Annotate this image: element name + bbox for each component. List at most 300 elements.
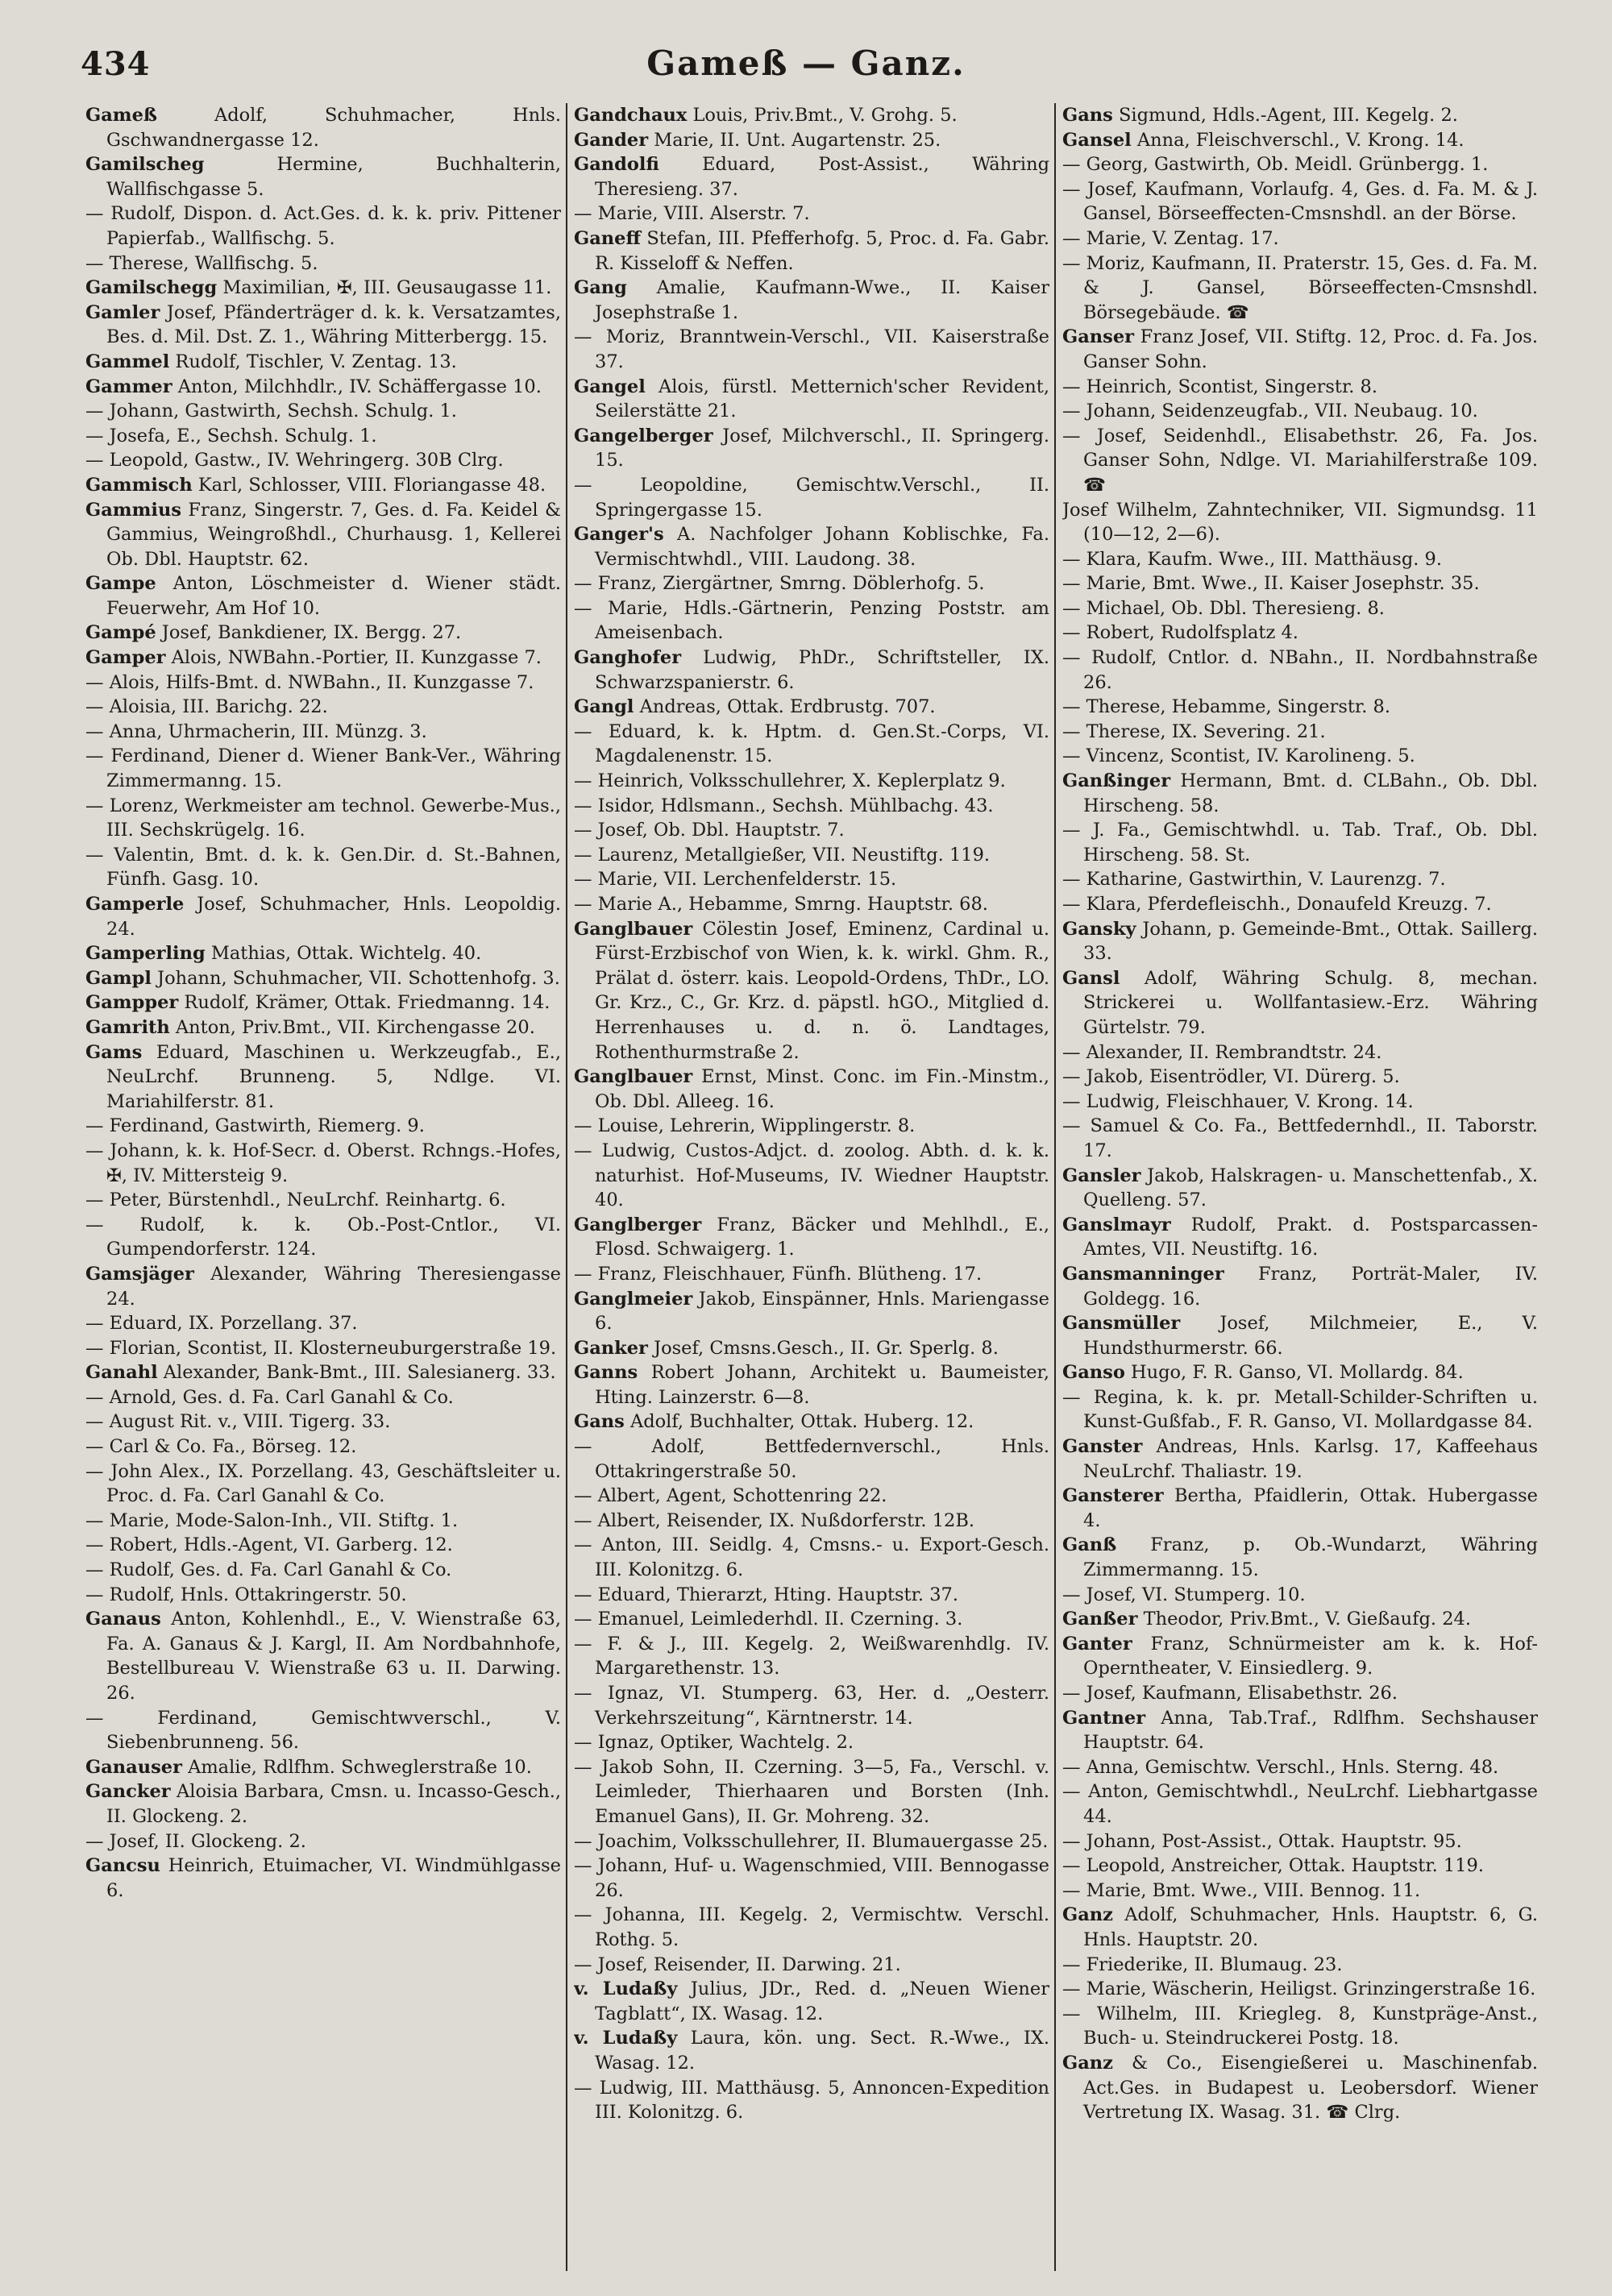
entry-text: — Johanna, III. Kegelg. 2, Vermischtw. Verschl. Rothg. 5. [574, 1904, 1049, 1950]
directory-entry [1062, 892, 1538, 917]
directory-entry [574, 2026, 1049, 2075]
page-number: 434 [81, 45, 151, 83]
directory-entry [85, 424, 561, 449]
directory-entry [85, 892, 561, 941]
directory-entry [1062, 917, 1538, 966]
entry-text: Anton, Priv.Bmt., VII. Kirchengasse 20. [169, 1016, 535, 1038]
directory-entry [1062, 226, 1538, 251]
entry-headword: Ganßinger [1062, 770, 1171, 792]
directory-entry [1062, 1854, 1538, 1879]
entry-headword: Ganser [1062, 326, 1134, 348]
entry-text: — Ludwig, Custos-Adjct. d. zoolog. Abth. d. k. k. naturhist. Hof-Museums, IV. Wiedner Hauptstr. 40. [574, 1140, 1049, 1211]
directory-entry [1062, 1385, 1538, 1434]
entry-text: Cölestin Josef, Eminenz, Cardinal u. Fürst-Erzbischof von Wien, k. k. wirkl. Ghm. R., Prälat d. österr. kais. Leopold-Ordens, ThDr., LO. Gr. Krz., C., Gr. Krz. d. päpstl. hGO., Mitglied d. Herrenhauses u. d. n. ö. Landtages, Rothenthurmstraße 2. [595, 918, 1049, 1063]
directory-entry [1062, 177, 1538, 226]
entry-headword: Ganz [1062, 1904, 1113, 1926]
entry-text: — Valentin, Bmt. d. k. k. Gen.Dir. d. St.-Bahnen, Fünfh. Gasg. 10. [85, 844, 561, 891]
directory-entry [85, 1755, 561, 1780]
entry-text: Rudolf, Krämer, Ottak. Friedmanng. 14. [178, 992, 550, 1014]
directory-entry [85, 1854, 561, 1903]
directory-entry [1062, 399, 1538, 424]
entry-text: — Josef, Kaufmann, Vorlaufg. 4, Ges. d. Fa. M. & J. Gansel, Börseeffecten-Cmsnshdl. an der Börse. [1062, 178, 1538, 225]
directory-entry [574, 892, 1049, 917]
directory-entry [85, 695, 561, 720]
entry-text: — Michael, Ob. Dbl. Theresieng. 8. [1062, 597, 1385, 619]
directory-entry [85, 720, 561, 745]
directory-entry [85, 1360, 561, 1385]
entry-text: — Georg, Gastwirth, Ob. Meidl. Grünbergg. 1. [1062, 154, 1489, 176]
entry-text: — Albert, Reisender, IX. Nußdorferstr. 12B. [574, 1509, 975, 1531]
entry-text: — Friederike, II. Blumaug. 23. [1062, 1953, 1343, 1975]
entry-text: — Albert, Agent, Schottenring 22. [574, 1485, 887, 1507]
entry-text: Julius, JDr., Red. d. „Neuen Wiener Tagblatt“, IX. Wasag. 12. [595, 1978, 1049, 2024]
directory-entry [85, 843, 561, 892]
directory-entry [85, 399, 561, 424]
entry-text: — Marie, VII. Lerchenfelderstr. 15. [574, 869, 897, 891]
directory-entry [574, 867, 1049, 892]
entry-text: Alois, NWBahn.-Portier, II. Kunzgasse 7. [165, 647, 542, 669]
directory-entry [574, 1607, 1049, 1632]
entry-headword: Gangel [574, 376, 646, 397]
entry-headword: Gampé [85, 622, 156, 644]
directory-column-2 [574, 103, 1049, 2271]
directory-entry [85, 1188, 561, 1213]
directory-entry [85, 448, 561, 473]
directory-entry [1062, 1607, 1538, 1632]
directory-entry [574, 1114, 1049, 1139]
entry-headword: Ganahl [85, 1362, 158, 1384]
directory-entry [85, 1706, 561, 1755]
entry-text: — Marie, Bmt. Wwe., VIII. Bennog. 11. [1062, 1879, 1421, 1901]
entry-text: Laura, kön. ung. Sect. R.-Wwe., IX. Wasag. 12. [595, 2028, 1049, 2074]
directory-entry [85, 1607, 561, 1705]
entry-text: Adolf, Währing Schulg. 8, mechan. Strickerei u. Wollfantasiew.-Erz. Währing Gürtelstr. 79. [1083, 967, 1538, 1038]
entry-headword: Gamperle [85, 894, 185, 915]
entry-headword: Gansel [1062, 129, 1132, 151]
entry-text: — Therese, Wallfischg. 5. [85, 252, 318, 274]
entry-text: — Ferdinand, Gastwirth, Riemerg. 9. [85, 1115, 425, 1137]
directory-entry [85, 646, 561, 671]
directory-entry [574, 1139, 1049, 1213]
entry-headword: Gamilschegg [85, 277, 218, 299]
entry-text: Rudolf, Prakt. d. Postsparcassen-Amtes, VII. Neustiftg. 16. [1083, 1214, 1538, 1260]
entry-text: — Johann, Gastwirth, Sechsh. Schulg. 1. [85, 401, 457, 422]
entry-headword: Gandchaux [574, 105, 688, 126]
entry-headword: Ganter [1062, 1633, 1132, 1655]
entry-text: A. Nachfolger Johann Koblischke, Fa. Vermischtwhdl., VIII. Laudong. 38. [595, 524, 1049, 570]
entry-headword: Gams [85, 1041, 143, 1063]
directory-entry [1062, 1164, 1538, 1213]
entry-headword: Ganglberger [574, 1214, 702, 1235]
entry-text: Anton, Löschmeister d. Wiener städt. Feuerwehr, Am Hof 10. [106, 573, 561, 619]
entry-headword: Gansler [1062, 1165, 1141, 1186]
entry-text: Ernst, Minst. Conc. im Fin.-Minstm., Ob. Dbl. Alleeg. 16. [595, 1066, 1049, 1112]
directory-entry [574, 1854, 1049, 1903]
directory-entry [85, 1213, 561, 1262]
entry-headword: Ganz [1062, 2052, 1113, 2074]
directory-entry [574, 375, 1049, 424]
entry-text: Andreas, Hnls. Karlsg. 17, Kaffeehaus NeuLrchf. Thaliastr. 19. [1083, 1436, 1538, 1482]
entry-text: Anton, Kohlenhdl., E., V. Wienstraße 63, Fa. A. Ganaus & J. Kargl, II. Am Nordbahnhofe, Bestellbureau V. Wienstraße 63 u. II. Darwing. 26. [106, 1609, 561, 1704]
entry-text: Alexander, Währing Theresiengasse 24. [106, 1263, 561, 1310]
entry-headword: Gansmanninger [1062, 1263, 1224, 1285]
entry-headword: Gampe [85, 573, 156, 595]
directory-entry [574, 201, 1049, 226]
entry-headword: Ganns [574, 1362, 638, 1384]
directory-entry [574, 571, 1049, 596]
directory-entry [1062, 646, 1538, 695]
entry-text: — Leopold, Anstreicher, Ottak. Hauptstr. 119. [1062, 1855, 1485, 1877]
directory-entry [1062, 152, 1538, 177]
directory-entry [574, 1065, 1049, 1114]
entry-text: Amalie, Rdlfhm. Schweglerstraße 10. [181, 1756, 532, 1778]
entry-text: — Johann, Seidenzeugfab., VII. Neubaug. 10. [1062, 401, 1478, 422]
entry-text: — Wilhelm, III. Kriegleg. 8, Kunstpräge-Anst., Buch- u. Steindruckerei Postg. 18. [1062, 2003, 1538, 2049]
directory-entry [1062, 375, 1538, 400]
directory-entry [85, 1385, 561, 1410]
directory-entry [85, 1040, 561, 1115]
directory-entry [574, 1977, 1049, 2026]
entry-headword: Gansky [1062, 918, 1136, 940]
directory-entry [1062, 1632, 1538, 1681]
entry-text: Louis, Priv.Bmt., V. Grohg. 5. [687, 105, 958, 126]
entry-text: — Josef, II. Glockeng. 2. [85, 1830, 306, 1852]
directory-entry [1062, 1360, 1538, 1385]
entry-text: Hugo, F. R. Ganso, VI. Mollardg. 84. [1124, 1362, 1464, 1384]
directory-entry [85, 794, 561, 843]
entry-text: — Marie A., Hebamme, Smrng. Hauptstr. 68. [574, 894, 988, 915]
entry-text: — Johann, Huf- u. Wagenschmied, VIII. Bennogasse 26. [574, 1855, 1049, 1901]
directory-entry [85, 990, 561, 1015]
directory-entry [1062, 1706, 1538, 1755]
entry-headword: Ganeff [574, 227, 641, 249]
entry-text: — Anna, Uhrmacherin, III. Münzg. 3. [85, 720, 427, 742]
entry-text: — Ignaz, VI. Stumperg. 63, Her. d. „Oesterr. Verkehrszeitung“, Kärntnerstr. 14. [574, 1683, 1049, 1729]
directory-entry [574, 843, 1049, 868]
entry-headword: Ganger's [574, 524, 664, 546]
entry-text: — Marie, V. Zentag. 17. [1062, 227, 1279, 249]
entry-text: Franz, Schnürmeister am k. k. Hof-Operntheater, V. Einsiedlerg. 9. [1083, 1633, 1538, 1679]
entry-headword: Ganso [1062, 1362, 1125, 1384]
directory-entry [574, 1509, 1049, 1534]
directory-entry [85, 375, 561, 400]
entry-text: Josef, Schuhmacher, Hnls. Leopoldig. 24. [106, 894, 561, 940]
entry-text: Franz, p. Ob.-Wundarzt, Währing Zimmermanng. 15. [1083, 1534, 1538, 1581]
directory-entry [1062, 1533, 1538, 1582]
directory-entry [574, 1533, 1049, 1582]
entry-headword: Ganglbauer [574, 1066, 693, 1088]
entry-text: Eduard, Maschinen u. Werkzeugfab., E., NeuLrchf. Brunneng. 5, Ndlge. VI. Mariahilferstr. 81. [106, 1041, 561, 1112]
directory-entry [574, 646, 1049, 695]
entry-text: — Rudolf, Cntlor. d. NBahn., II. Nordbahnstraße 26. [1062, 647, 1538, 693]
entry-text: — Leopold, Gastw., IV. Wehringerg. 30B Clrg. [85, 450, 504, 471]
entry-headword: Gamperling [85, 943, 206, 965]
entry-headword: Ganster [1062, 1436, 1143, 1458]
directory-entry [85, 1583, 561, 1608]
entry-text: — Klara, Kaufm. Wwe., III. Matthäusg. 9. [1062, 548, 1443, 570]
directory-entry [85, 251, 561, 276]
directory-column-1 [85, 103, 561, 2271]
entry-headword: Gang [574, 277, 627, 299]
entry-text: — Laurenz, Metallgießer, VII. Neustiftg. 119. [574, 844, 991, 866]
directory-entry [1062, 1065, 1538, 1090]
entry-headword: Gangl [574, 696, 634, 718]
entry-text: — Moriz, Branntwein-Verschl., VII. Kaiserstraße 37. [574, 326, 1049, 372]
entry-text: — Josef, VI. Stumperg. 10. [1062, 1584, 1306, 1605]
directory-entry [1062, 1879, 1538, 1904]
entry-text: Eduard, Post-Assist., Währing Theresieng. 37. [595, 154, 1049, 200]
entry-text: Alexander, Bank-Bmt., III. Salesianerg. 33. [157, 1362, 556, 1384]
directory-entry [574, 103, 1049, 128]
directory-entry [574, 1213, 1049, 1262]
entry-headword: Gansl [1062, 967, 1120, 989]
entry-text: — John Alex., IX. Porzellang. 43, Geschäftsleiter u. Proc. d. Fa. Carl Ganahl & Co. [85, 1460, 561, 1507]
directory-entry [85, 1262, 561, 1311]
entry-text: Josef, Milchverschl., II. Springerg. 15. [595, 425, 1049, 471]
entry-headword: Gamler [85, 301, 160, 323]
entry-text: — Marie, VIII. Alserstr. 7. [574, 203, 810, 225]
directory-entry [1062, 621, 1538, 646]
entry-text: Theodor, Priv.Bmt., V. Gießaufg. 24. [1137, 1609, 1471, 1630]
entry-text: — J. Fa., Gemischtwhdl. u. Tab. Traf., Ob. Dbl. Hirscheng. 58. St. [1062, 820, 1538, 866]
directory-entry [574, 1287, 1049, 1336]
entry-text: — Ignaz, Optiker, Wachtelg. 2. [574, 1732, 854, 1754]
entry-headword: Gansmüller [1062, 1313, 1181, 1335]
entry-headword: Gamsjäger [85, 1263, 194, 1285]
entry-headword: Gancker [85, 1781, 171, 1803]
directory-entry [85, 1779, 561, 1829]
entry-text: — Arnold, Ges. d. Fa. Carl Ganahl & Co. [85, 1386, 454, 1408]
directory-entry [85, 1311, 561, 1336]
directory-entry [1062, 1484, 1538, 1533]
entry-text: — Josefa, E., Sechsh. Schulg. 1. [85, 425, 377, 446]
entry-text: — Carl & Co. Fa., Börseg. 12. [85, 1436, 357, 1458]
entry-text: Rudolf, Tischler, V. Zentag. 13. [169, 351, 457, 372]
directory-entry [574, 1583, 1049, 1608]
entry-text: Franz Josef, VII. Stiftg. 12, Proc. d. Fa. Jos. Ganser Sohn. [1083, 326, 1538, 372]
directory-entry [574, 473, 1049, 522]
entry-headword: Gamilscheg [85, 154, 205, 176]
directory-entry [1062, 251, 1538, 326]
entry-text: — Regina, k. k. pr. Metall-Schilder-Schriften u. Kunst-Gußfab., F. R. Ganso, VI. Mollardgasse 84. [1062, 1386, 1538, 1433]
directory-entry [1062, 103, 1538, 128]
directory-entry [85, 1139, 561, 1188]
entry-text: Franz, Porträt-Maler, IV. Goldegg. 16. [1083, 1263, 1538, 1310]
entry-text: — Adolf, Bettfedernverschl., Hnls. Ottakringerstraße 50. [574, 1436, 1049, 1482]
entry-text: — Franz, Ziergärtner, Smrng. Döblerhofg. 5. [574, 573, 985, 595]
directory-entry [1062, 1977, 1538, 2002]
entry-text: Alois, fürstl. Metternich'scher Revident, Seilerstätte 21. [595, 376, 1049, 422]
entry-headword: Ganaus [85, 1609, 161, 1630]
entry-text: Anton, Milchhdlr., IV. Schäffergasse 10. [172, 376, 542, 397]
entry-text: — Therese, IX. Severing. 21. [1062, 720, 1326, 742]
directory-entry [85, 966, 561, 991]
directory-entry [1062, 1213, 1538, 1262]
entry-text: Franz, Bäcker und Mehlhdl., E., Flosd. Schwaigerg. 1. [595, 1214, 1049, 1260]
entry-text: — Rudolf, Dispon. d. Act.Ges. d. k. k. priv. Pittener Papierfab., Wallfischg. 5. [85, 203, 561, 249]
entry-text: Marie, II. Unt. Augartenstr. 25. [648, 129, 941, 151]
entry-text: — Alois, Hilfs-Bmt. d. NWBahn., II. Kunzgasse 7. [85, 671, 534, 693]
directory-entry [574, 1681, 1049, 1730]
entry-text: — Marie, Mode-Salon-Inh., VII. Stiftg. 1. [85, 1509, 459, 1531]
column-divider [566, 103, 567, 2271]
entry-text: — Leopoldine, Gemischtw.Verschl., II. Springergasse 15. [574, 474, 1049, 521]
entry-text: — Peter, Bürstenhdl., NeuLrchf. Reinhartg. 6. [85, 1190, 506, 1211]
directory-entry [85, 1410, 561, 1434]
directory-entry [574, 1755, 1049, 1829]
directory-entry [574, 128, 1049, 153]
directory-entry [574, 152, 1049, 201]
directory-entry [574, 226, 1049, 276]
entry-headword: Ganß [1062, 1534, 1117, 1556]
entry-text: — Ferdinand, Gemischtwverschl., V. Siebenbrunneng. 56. [85, 1707, 561, 1754]
entry-text: — Anna, Gemischtw. Verschl., Hnls. Sterng. 48. [1062, 1756, 1499, 1778]
entry-text: — Katharine, Gastwirthin, V. Laurenzg. 7. [1062, 869, 1446, 891]
directory-entry [574, 769, 1049, 794]
directory-entry [574, 1953, 1049, 1978]
entry-text: & Co., Eisengießerei u. Maschinenfab. Act.Ges. in Budapest u. Leobersdorf. Wiener Vertretung IX. Wasag. 31. ☎ Clrg. [1083, 2052, 1538, 2124]
entry-text: — Josef, Kaufmann, Elisabethstr. 26. [1062, 1683, 1398, 1704]
directory-entry [1062, 2002, 1538, 2051]
entry-text: Josef Wilhelm, Zahntechniker, VII. Sigmundsg. 11 (10—12, 2—6). [1062, 499, 1538, 546]
directory-entry [574, 695, 1049, 720]
directory-entry [1062, 1779, 1538, 1829]
entry-text: Josef, Milchmeier, E., V. Hundsthurmerstr. 66. [1083, 1313, 1538, 1359]
directory-entry [574, 1484, 1049, 1509]
entry-headword: v. Ludaßy [574, 1978, 678, 2000]
directory-entry [85, 671, 561, 695]
directory-entry [1062, 695, 1538, 720]
entry-headword: v. Ludaßy [574, 2028, 678, 2049]
entry-text: Adolf, Buchhalter, Ottak. Huberg. 12. [624, 1411, 974, 1433]
directory-entry [1062, 1903, 1538, 1952]
directory-entry [85, 1114, 561, 1139]
directory-entry [85, 1829, 561, 1854]
directory-entry [1062, 424, 1538, 498]
entry-headword: Ganglmeier [574, 1288, 693, 1310]
entry-text: — Alexander, II. Rembrandtstr. 24. [1062, 1041, 1382, 1063]
entry-text: Aloisia Barbara, Cmsn. u. Incasso-Gesch., II. Glockeng. 2. [106, 1781, 561, 1827]
entry-text: — Marie, Bmt. Wwe., II. Kaiser Josephstr. 35. [1062, 573, 1480, 595]
entry-text: — Samuel & Co. Fa., Bettfedernhdl., II. Taborstr. 17. [1062, 1115, 1538, 1161]
directory-entry [1062, 325, 1538, 374]
entry-headword: Gamper [85, 647, 166, 669]
directory-entry [1062, 571, 1538, 596]
directory-entry [574, 1632, 1049, 1681]
entry-text: — Klara, Pferdefleischh., Donaufeld Kreuzg. 7. [1062, 894, 1492, 915]
directory-entry [574, 2076, 1049, 2125]
entry-text: Sigmund, Hdls.-Agent, III. Kegelg. 2. [1112, 105, 1458, 126]
directory-entry [574, 1336, 1049, 1361]
directory-entry [1062, 1434, 1538, 1484]
entry-headword: Gammel [85, 351, 170, 372]
entry-text: — Joachim, Volksschullehrer, II. Blumauergasse 25. [574, 1830, 1049, 1852]
entry-text: — Emanuel, Leimlederhdl. II. Czerning. 3. [574, 1609, 963, 1630]
entry-headword: Gangelberger [574, 425, 713, 446]
directory-entry [1062, 1583, 1538, 1608]
directory-entry [1062, 128, 1538, 153]
entry-text: — F. & J., III. Kegelg. 2, Weißwarenhdlg. IV. Margarethenstr. 13. [574, 1633, 1049, 1679]
directory-entry [1062, 1090, 1538, 1115]
directory-entry [1062, 1262, 1538, 1311]
entry-text: — Ludwig, Fleischhauer, V. Krong. 14. [1062, 1090, 1414, 1112]
entry-text: — Robert, Rudolfsplatz 4. [1062, 622, 1298, 644]
directory-entry [85, 473, 561, 498]
entry-text: — Eduard, IX. Porzellang. 37. [85, 1313, 358, 1335]
entry-headword: Gancsu [85, 1855, 160, 1877]
directory-entry [574, 1262, 1049, 1287]
entry-text: Hermine, Buchhalterin, Wallfischgasse 5. [106, 154, 561, 200]
entry-text: — Therese, Hebamme, Singerstr. 8. [1062, 696, 1390, 718]
directory-entry [85, 744, 561, 793]
entry-text: Andreas, Ottak. Erdbrustg. 707. [634, 696, 936, 718]
directory-entry [85, 201, 561, 251]
entry-headword: Gansterer [1062, 1485, 1164, 1507]
entry-headword: Gammius [85, 499, 181, 521]
entry-text: — Heinrich, Scontist, Singerstr. 8. [1062, 376, 1378, 397]
column-divider [1054, 103, 1056, 2271]
entry-headword: Ganslmayr [1062, 1214, 1171, 1235]
entry-headword: Ganghofer [574, 647, 682, 669]
entry-text: — Jakob, Eisentrödler, VI. Dürerg. 5. [1062, 1066, 1400, 1088]
entry-text: — August Rit. v., VIII. Tigerg. 33. [85, 1411, 391, 1433]
directory-entry [85, 301, 561, 350]
directory-entry [85, 1434, 561, 1459]
entry-text: — Vincenz, Scontist, IV. Karolineng. 5. [1062, 745, 1415, 767]
directory-entry [574, 1829, 1049, 1854]
entry-text: Jakob, Einspänner, Hnls. Mariengasse 6. [595, 1288, 1049, 1335]
entry-headword: Gans [574, 1411, 625, 1433]
directory-entry [85, 1558, 561, 1583]
entry-text: Jakob, Halskragen- u. Manschettenfab., X. Quelleng. 57. [1083, 1165, 1538, 1211]
directory-entry [574, 325, 1049, 374]
directory-entry [574, 917, 1049, 1065]
directory-entry [574, 818, 1049, 843]
entry-text: Karl, Schlosser, VIII. Floriangasse 48. [192, 474, 546, 496]
directory-entry [1062, 867, 1538, 892]
directory-entry [574, 522, 1049, 571]
entry-text: — Florian, Scontist, II. Klosterneuburgerstraße 19. [85, 1337, 557, 1359]
directory-entry [85, 571, 561, 621]
entry-text: — Eduard, k. k. Hptm. d. Gen.St.-Corps, VI. Magdalenenstr. 15. [574, 720, 1049, 767]
directory-entry [574, 1410, 1049, 1434]
directory-entry [1062, 596, 1538, 621]
directory-entry [85, 1459, 561, 1509]
directory-entry [1062, 1953, 1538, 1978]
entry-text: Franz, Singerstr. 7, Ges. d. Fa. Keidel & Gammius, Weingroßhdl., Churhausg. 1, Kellerei Ob. Dbl. Hauptstr. 62. [106, 499, 561, 570]
page-header [0, 39, 1612, 87]
entry-headword: Gampper [85, 992, 179, 1014]
directory-entry [574, 424, 1049, 473]
directory-entry [574, 1730, 1049, 1755]
directory-entry [1062, 744, 1538, 769]
directory-entry [1062, 818, 1538, 867]
entry-text: Mathias, Ottak. Wichtelg. 40. [205, 943, 482, 965]
directory-entry [574, 720, 1049, 769]
entry-text: — Josef, Seidenhdl., Elisabethstr. 26, Fa. Jos. Ganser Sohn, Ndlge. VI. Mariahilferstraße 109. ☎ [1062, 425, 1538, 496]
entry-headword: Ganauser [85, 1756, 182, 1778]
entry-text: — Lorenz, Werkmeister am technol. Gewerbe-Mus., III. Sechskrügelg. 16. [85, 795, 561, 841]
entry-text: — Ferdinand, Diener d. Wiener Bank-Ver., Währing Zimmermanng. 15. [85, 745, 561, 792]
entry-text: Josef, Cmsns.Gesch., II. Gr. Sperlg. 8. [647, 1337, 999, 1359]
entry-headword: Gans [1062, 105, 1113, 126]
entry-headword: Gammer [85, 376, 172, 397]
entry-text: Johann, Schuhmacher, VII. Schottenhofg. 3. [151, 967, 560, 989]
entry-headword: Ganßer [1062, 1609, 1138, 1630]
directory-entry [85, 1336, 561, 1361]
entry-text: Johann, p. Gemeinde-Bmt., Ottak. Saillerg. 33. [1083, 918, 1538, 965]
entry-text: Maximilian, ✠, III. Geusaugasse 11. [217, 277, 552, 299]
